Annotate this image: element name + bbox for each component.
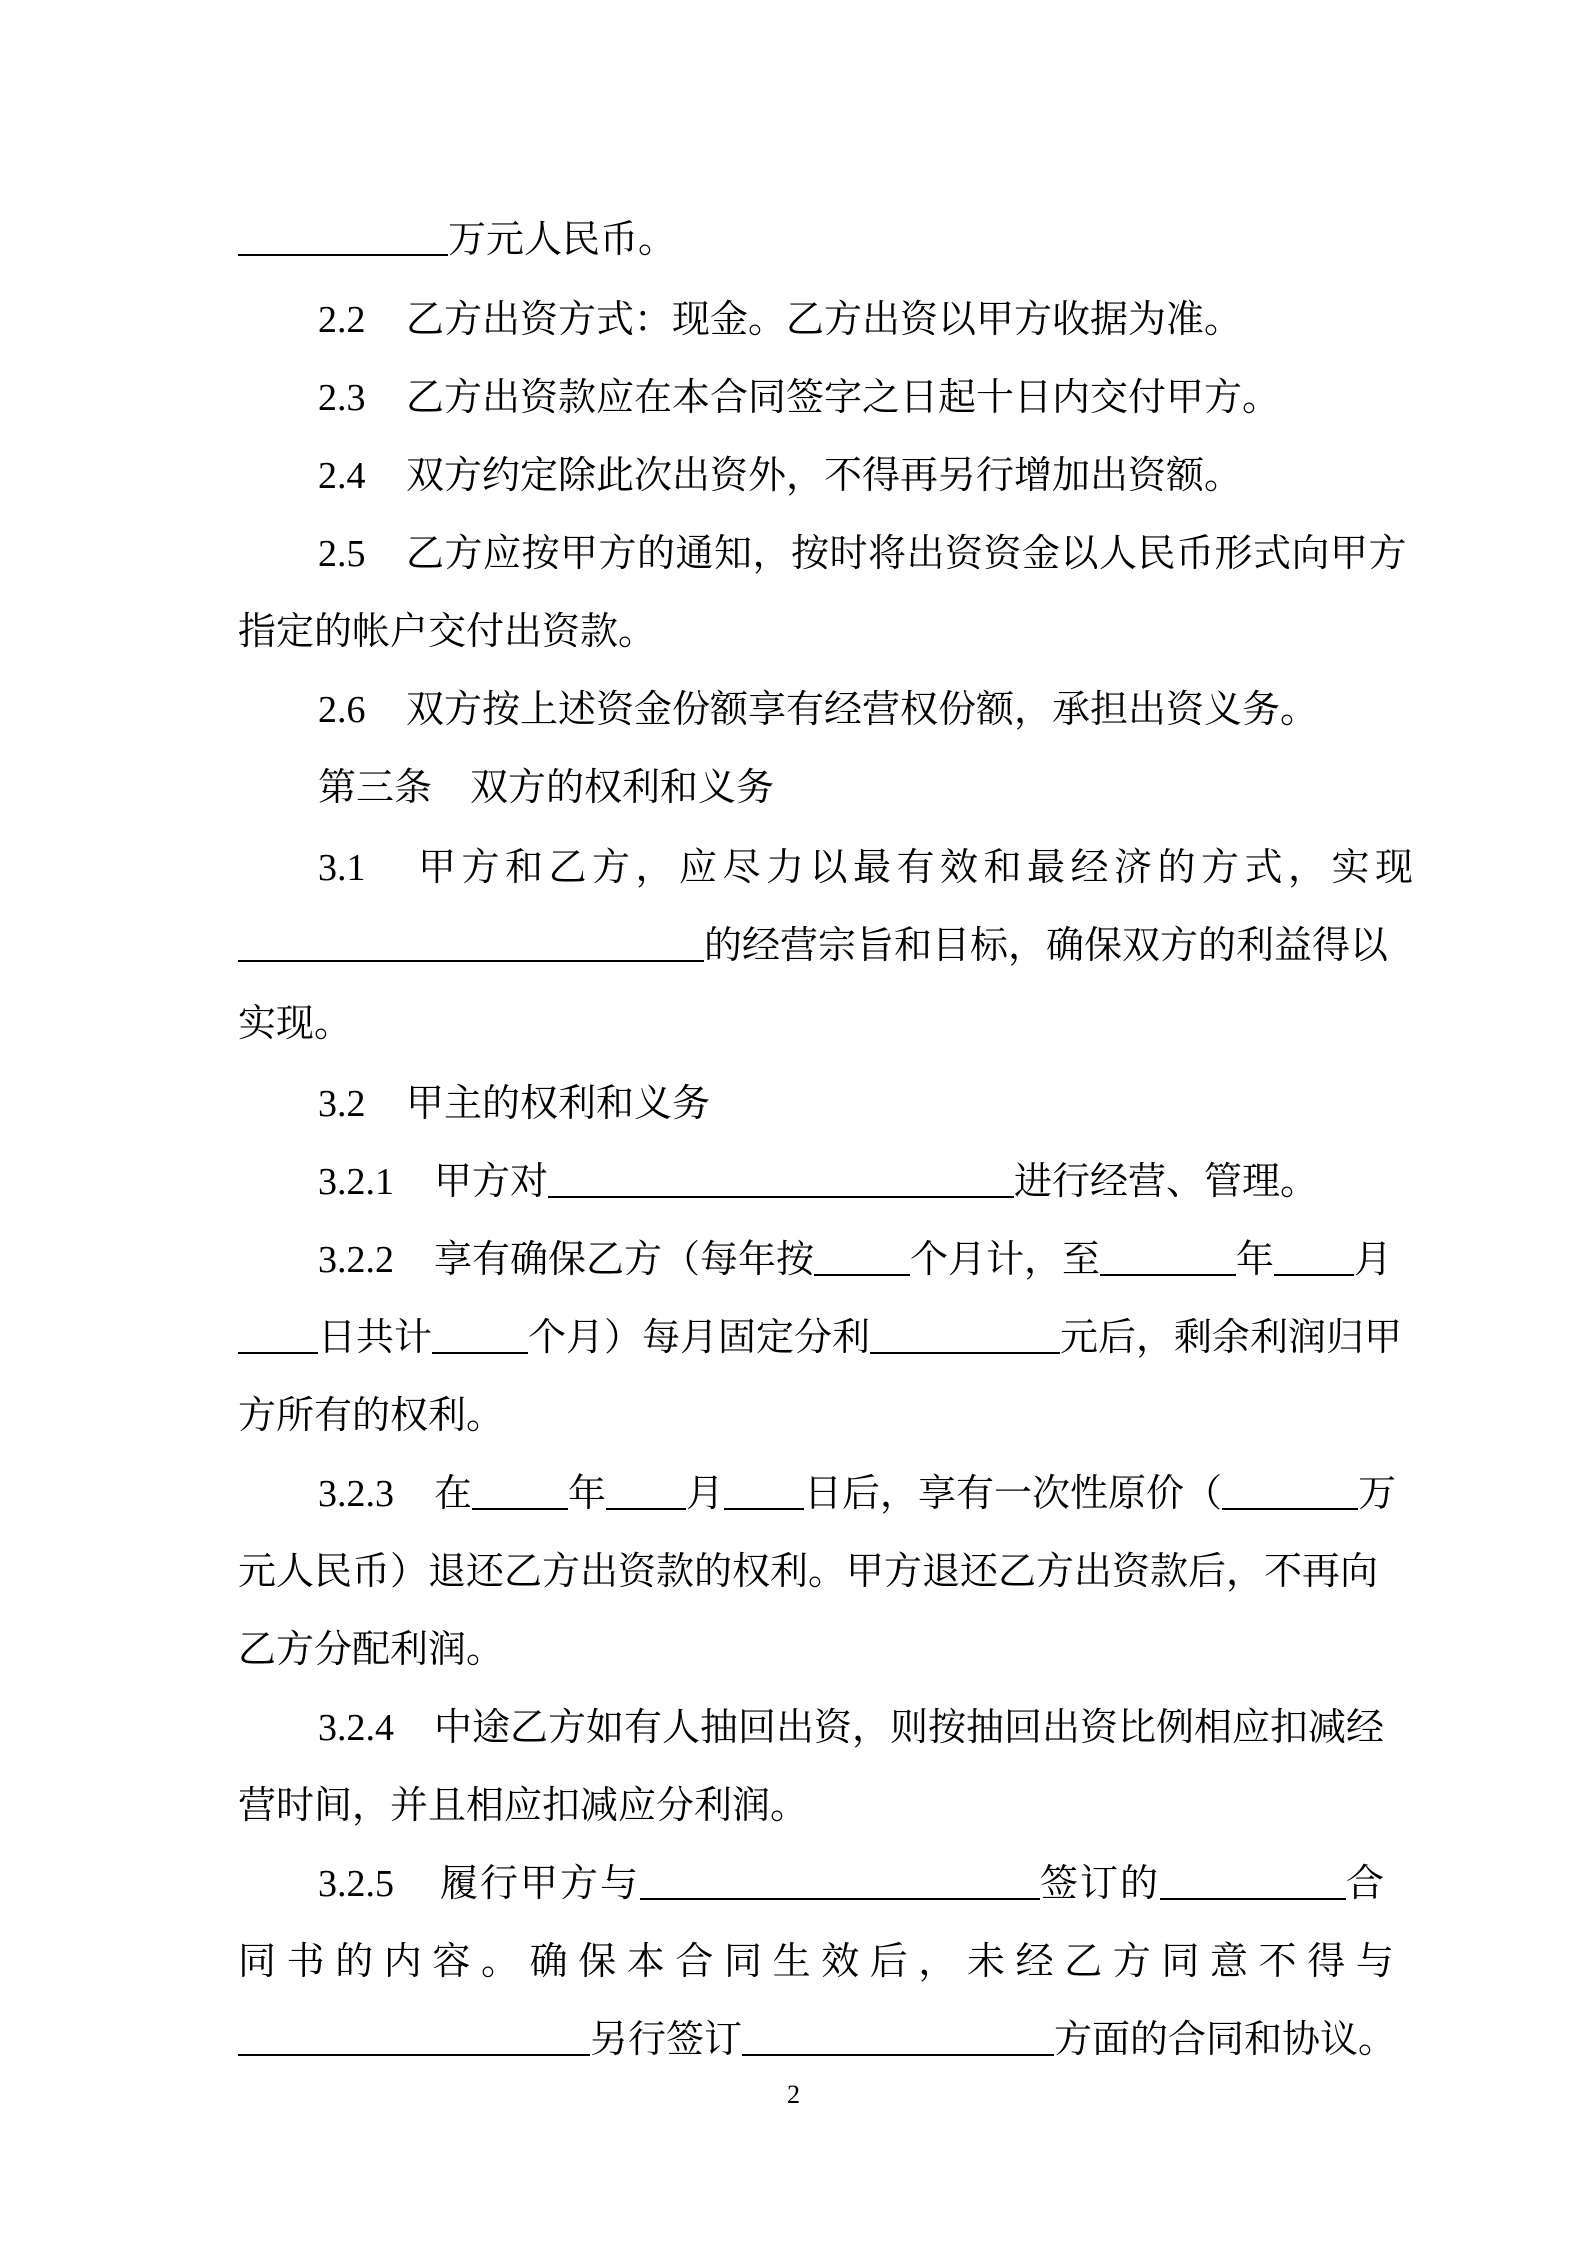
blank-refund-year — [472, 1468, 568, 1510]
clause-3-2-5: 3.2.5 履行甲方与 签订的 合 — [0, 1858, 1587, 1909]
clause-3-2-4: 3.2.4 中途乙方如有人抽回出资，则按抽回出资比例相应扣减经 — [318, 1705, 1385, 1749]
blank-counterparty — [640, 1858, 1040, 1900]
clause-2-5-cont: 指定的帐户交付出资款。 — [238, 609, 657, 653]
clause-3-2-1: 3.2.1 甲方对 进行经营、管理。 — [0, 1156, 1587, 1207]
blank-business-name — [238, 920, 704, 962]
blank-refund-amount — [1222, 1468, 1358, 1510]
clause-3-2: 3.2 甲主的权利和义务 — [318, 1081, 711, 1125]
clause-3-2-3-cont: 元人民币）退还乙方出资款的权利。甲方退还乙方出资款后，不再向 — [238, 1549, 1379, 1593]
clause-3-2-2: 3.2.2 享有确保乙方（每年按 个月计，至 年 月 — [0, 1234, 1587, 1285]
clause-3-2-2-cont: 日共计 个月）每月固定分利 元后，剩余利润归甲 — [0, 1312, 1587, 1362]
clause-3-2-2-end: 方所有的权利。 — [238, 1393, 505, 1437]
clause-2-5: 2.5 乙方应按甲方的通知，按时将出资资金以人民币形式向甲方 — [318, 531, 1408, 575]
blank-contract-name — [1160, 1858, 1346, 1900]
page-number: 2 — [787, 2080, 800, 2109]
blank-day — [238, 1312, 318, 1354]
blank-month — [1274, 1234, 1354, 1276]
blank-amount — [238, 214, 448, 256]
blank-refund-day — [724, 1468, 804, 1510]
clause-3-1-end: 实现。 — [238, 1001, 353, 1045]
blank-months — [814, 1234, 910, 1276]
clause-3-1: 3.1 甲方和乙方，应尽力以最有效和最经济的方式，实现 — [318, 845, 1419, 889]
blank-agreement-scope — [742, 2014, 1054, 2056]
clause-3-1-cont: 的经营宗旨和目标，确保双方的利益得以 — [0, 920, 1587, 970]
clause-2-4: 2.4 双方约定除此次出资外，不得再另行增加出资额。 — [318, 453, 1243, 497]
clause-3-2-3-end: 乙方分配利润。 — [238, 1627, 505, 1671]
line-1: 万元人民币。 — [0, 214, 1587, 264]
article-3-heading: 第三条 双方的权利和义务 — [318, 765, 775, 809]
clause-3-2-5-cont: 同书的内容。确保本合同生效后，未经乙方同意不得与 — [238, 1939, 1405, 1983]
clause-3-2-5-end: 另行签订 方面的合同和协议。 — [0, 2014, 1587, 2064]
blank-refund-month — [606, 1468, 686, 1510]
clause-2-2: 2.2 乙方出资方式：现金。乙方出资以甲方收据为准。 — [318, 297, 1243, 341]
blank-total-months — [432, 1312, 528, 1354]
clause-2-3: 2.3 乙方出资款应在本合同签字之日起十日内交付甲方。 — [318, 375, 1281, 419]
blank-year — [1100, 1234, 1236, 1276]
clause-3-2-3: 3.2.3 在 年 月 日后，享有一次性原价（ 万 — [0, 1468, 1587, 1519]
blank-third-party — [238, 2014, 590, 2056]
blank-profit-amount — [870, 1312, 1060, 1354]
blank-managed-object — [548, 1156, 1014, 1198]
clause-3-2-4-cont: 营时间，并且相应扣减应分利润。 — [238, 1783, 809, 1827]
clause-2-6: 2.6 双方按上述资金份额享有经营权份额，承担出资义务。 — [318, 687, 1319, 731]
